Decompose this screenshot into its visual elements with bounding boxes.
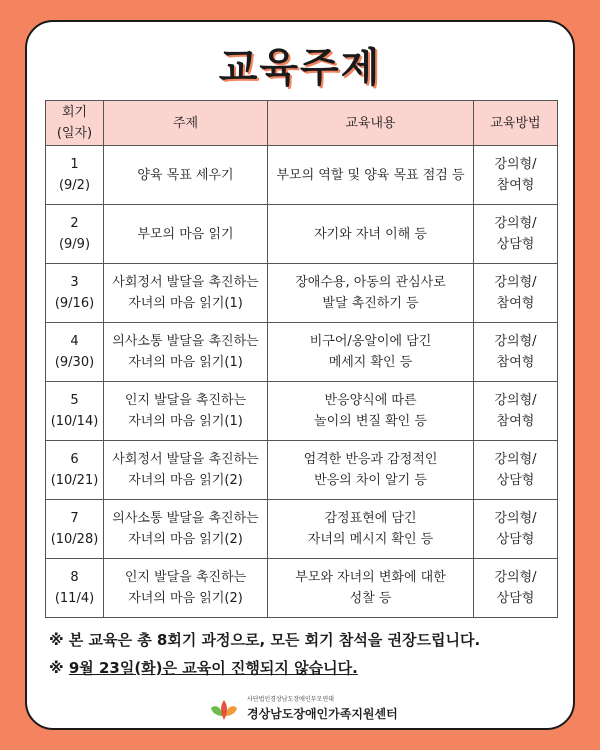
- note-mark: ※: [49, 659, 69, 677]
- content-card: [25, 20, 575, 730]
- topic-cell: 의사소통 발달을 촉진하는 자녀의 마음 읽기(1): [104, 323, 268, 382]
- method-cell: 강의형/ 참여형: [474, 323, 558, 382]
- method-cell: 강의형/ 상담형: [474, 500, 558, 559]
- session-cell: 3 (9/16): [46, 264, 104, 323]
- topic-cell: 사회정서 발달을 촉진하는 자녀의 마음 읽기(1): [104, 264, 268, 323]
- table-row: [46, 323, 558, 382]
- topic-cell: 부모의 마음 읽기: [104, 205, 268, 264]
- session-cell: 2 (9/9): [46, 205, 104, 264]
- table-header-row: [46, 101, 558, 146]
- content-cell: 부모와 자녀의 변화에 대한 성찰 등: [268, 559, 474, 618]
- note-total-sessions: ※ 본 교육은 총 8회기 과정으로, 모든 회기 참석을 권장드립니다.: [49, 631, 481, 649]
- column-header: 교육방법: [474, 101, 558, 146]
- session-cell: 6 (10/21): [46, 441, 104, 500]
- table-row: [46, 441, 558, 500]
- session-cell: 7 (10/28): [46, 500, 104, 559]
- content-cell: 부모의 역할 및 양육 목표 점검 등: [268, 146, 474, 205]
- table-row: [46, 559, 558, 618]
- org-logo-icon: [209, 698, 239, 724]
- table-row: [46, 146, 558, 205]
- topic-cell: 양육 목표 세우기: [104, 146, 268, 205]
- notes: [49, 626, 563, 682]
- content-cell: 반응양식에 따른 놀이의 변질 확인 등: [268, 382, 474, 441]
- session-cell: 1 (9/2): [46, 146, 104, 205]
- column-header: 교육내용: [268, 101, 474, 146]
- method-cell: 강의형/ 상담형: [474, 441, 558, 500]
- session-cell: 5 (10/14): [46, 382, 104, 441]
- org-name: 경상남도장애인가족지원센터: [247, 707, 398, 721]
- content-cell: 비구어/옹알이에 담긴 메세지 확인 등: [268, 323, 474, 382]
- note-holiday-text: 9월 23일(화)은 교육이 진행되지 않습니다.: [68, 659, 358, 677]
- method-cell: 강의형/ 상담형: [474, 205, 558, 264]
- session-cell: 8 (11/4): [46, 559, 104, 618]
- table-row: [46, 382, 558, 441]
- content-cell: 장애수용, 아동의 관심사로 발달 촉진하기 등: [268, 264, 474, 323]
- schedule-table: [45, 100, 558, 618]
- table-row: [46, 264, 558, 323]
- method-cell: 강의형/ 참여형: [474, 146, 558, 205]
- topic-cell: 인지 발달을 촉진하는 자녀의 마음 읽기(1): [104, 382, 268, 441]
- content-cell: 감정표현에 담긴 자녀의 메시지 확인 등: [268, 500, 474, 559]
- topic-cell: 사회정서 발달을 촉진하는 자녀의 마음 읽기(2): [104, 441, 268, 500]
- page-title: 교육주제: [218, 45, 382, 91]
- method-cell: 강의형/ 상담형: [474, 559, 558, 618]
- topic-cell: 의사소통 발달을 촉진하는 자녀의 마음 읽기(2): [104, 500, 268, 559]
- org-parent-name: 사단법인경상남도장애인부모연대: [247, 696, 334, 703]
- column-header: 주제: [104, 101, 268, 146]
- table-row: [46, 205, 558, 264]
- table-row: [46, 500, 558, 559]
- session-cell: 4 (9/30): [46, 323, 104, 382]
- note-holiday: [49, 654, 563, 682]
- method-cell: 강의형/ 참여형: [474, 382, 558, 441]
- method-cell: 강의형/ 참여형: [474, 264, 558, 323]
- column-header: 회기 (일자): [46, 101, 104, 146]
- table-body: [46, 146, 558, 618]
- content-cell: 자기와 자녀 이해 등: [268, 205, 474, 264]
- topic-cell: 인지 발달을 촉진하는 자녀의 마음 읽기(2): [104, 559, 268, 618]
- footer: [209, 692, 429, 728]
- content-cell: 엄격한 반응과 감정적인 반응의 차이 알기 등: [268, 441, 474, 500]
